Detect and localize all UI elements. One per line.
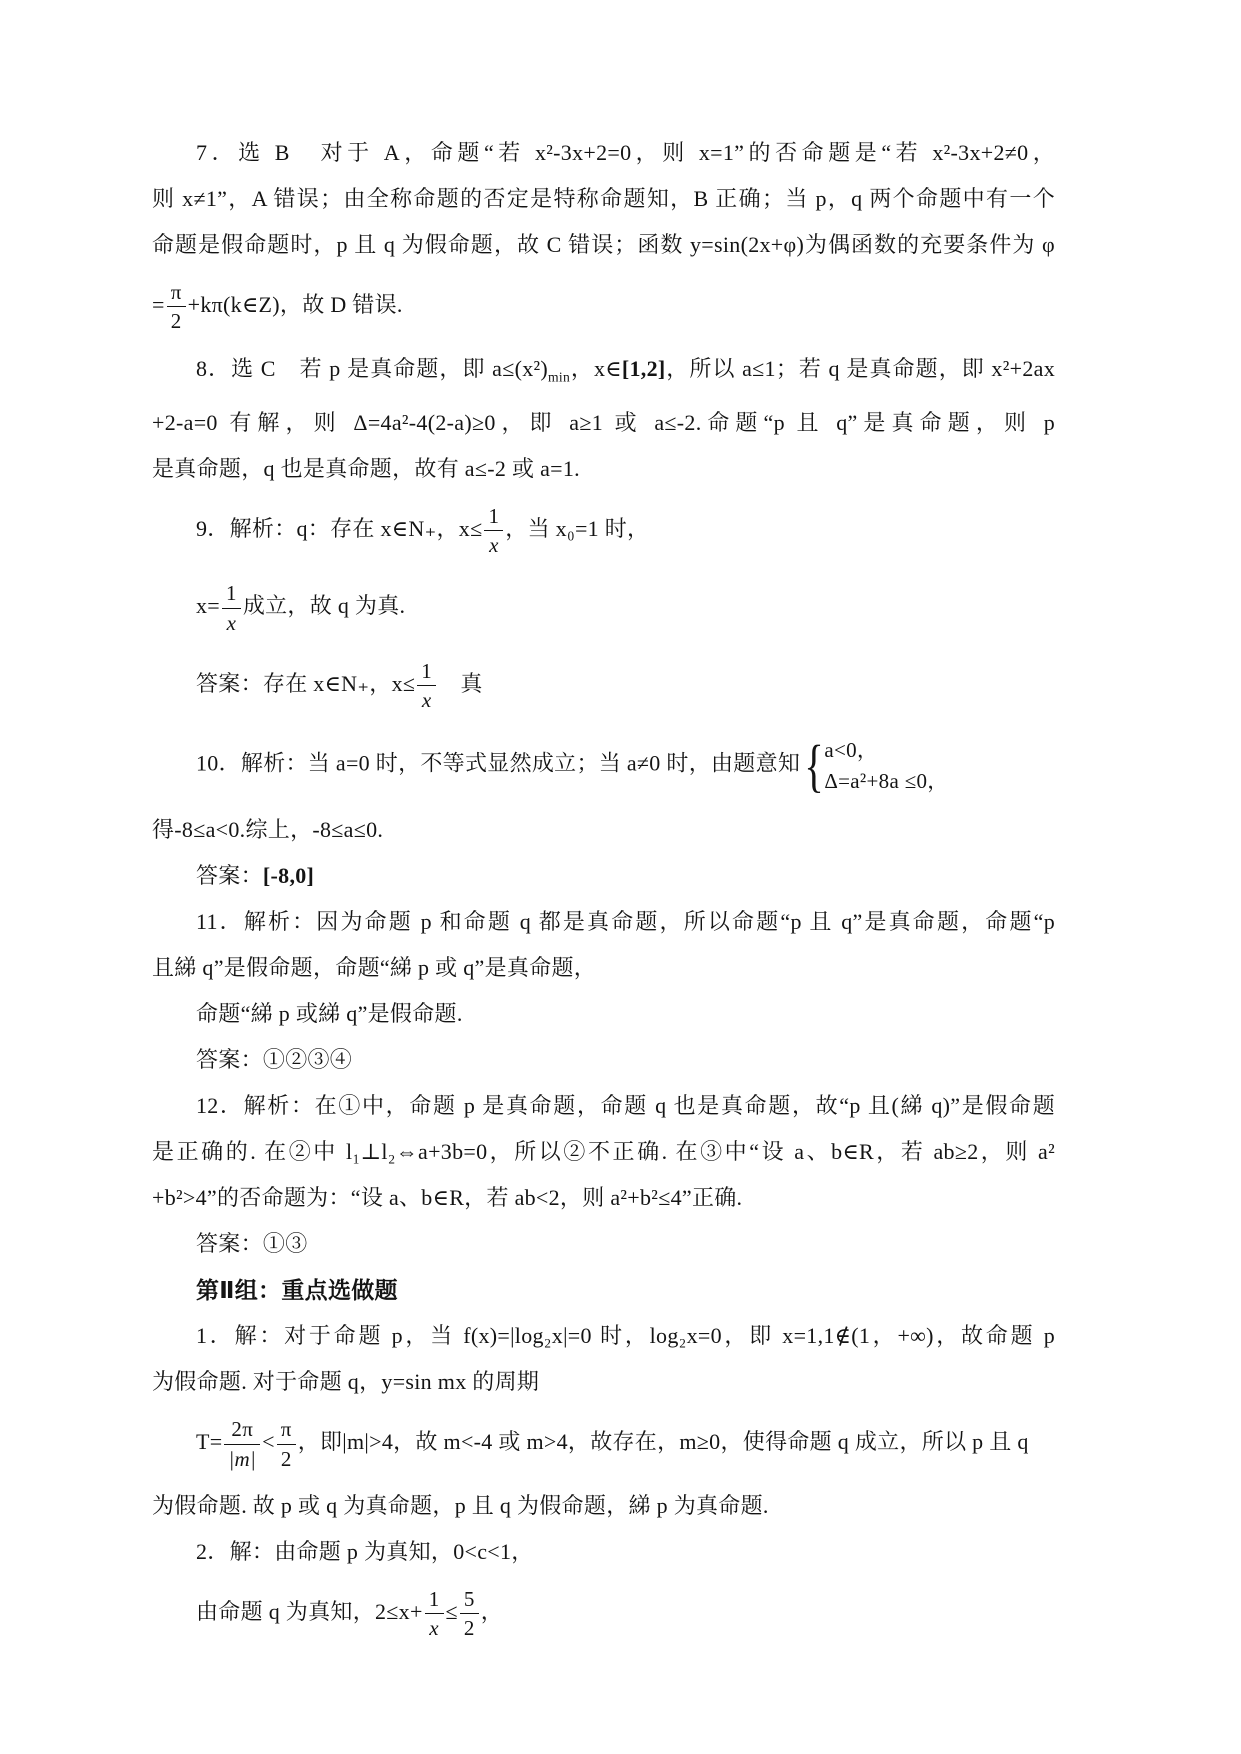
q9-solution-line-1 — [152, 492, 1055, 570]
q12-solution-line-3: +b²>4”的否命题为：“设 a、b∈R，若 ab<2，则 a²+b²≤4”正确. — [152, 1185, 743, 1211]
group2-q1-solution-line-4: 为假命题. 故 p 或 q 为真命题，p 且 q 为假命题，綈 p 为真命题. — [152, 1492, 769, 1518]
fraction-denominator: x — [429, 1616, 439, 1641]
q11-solution-line-2: 且綈 q”是假命题，命题“綈 p 或 q”是真命题， — [152, 955, 597, 981]
fraction-numerator: 5 — [460, 1586, 479, 1614]
fraction-pi-over-2 — [165, 279, 188, 335]
q11-answer-line: 答案：①②③④ — [196, 1047, 353, 1073]
math-text: +kπ(k∈Z)，故 D 错误. — [187, 291, 403, 317]
fraction-1-over-x — [415, 658, 438, 714]
math-text: < — [262, 1429, 275, 1455]
fraction-denominator: x — [489, 533, 499, 558]
math-text: 9．解析：q：存在 x∈N₊，x≤ — [196, 515, 483, 541]
fraction-numerator: π — [167, 279, 186, 307]
q8-solution-line-2: +2-a=0 有解，则 Δ=4a²-4(2-a)≥0，即 a≥1 或 a≤-2.命题“p 且 q”是真命题，则 p — [152, 409, 1055, 435]
group2-q1-solution-line-1: 1．解：对于命题 p，当 f(x)=|log₂x|=0 时，log₂x=0，即 x=1,1∉(1，+∞)，故命题 p — [196, 1323, 1055, 1349]
q10-answer-line — [152, 853, 1055, 899]
q12-solution-line-1: 12．解析：在①中，命题 p 是真命题，命题 q 也是真命题，故“p 且(綈 q)”是假命题 — [196, 1093, 1055, 1119]
group2-q2-solution-line-1: 2．解：由命题 p 为真知，0<c<1， — [196, 1538, 534, 1564]
math-text: 10．解析：当 a=0 时，不等式显然成立；当 a≠0 时，由题意知 — [196, 750, 801, 776]
q12-solution-line-2: 是正确的. 在②中 l₁⊥l₂⇔a+3b=0，所以②不正确. 在③中“设 a、b∈R，若 ab≥2，则 a² — [152, 1139, 1055, 1165]
left-brace: { — [804, 732, 825, 798]
math-text: ，当 x₀=1 时， — [505, 515, 650, 541]
fraction-denominator: x — [226, 610, 237, 635]
fraction-pi-over-2 — [275, 1416, 298, 1472]
fraction-numerator: π — [277, 1416, 296, 1444]
fraction-denominator: 2 — [463, 1616, 475, 1641]
section-header-group-2: 第Ⅱ组：重点选做题 — [196, 1277, 398, 1304]
fraction-1-over-x — [482, 503, 505, 559]
q7-solution-line-4 — [152, 268, 1055, 346]
math-text: 由命题 q 为真知，2≤x+ — [196, 1598, 423, 1624]
q11-solution-line-1: 11．解析：因为命题 p 和命题 q 都是真命题，所以命题“p 且 q”是真命题，命题“p — [196, 909, 1055, 935]
fraction-denominator: 2 — [170, 309, 182, 334]
fraction-denominator: 2 — [280, 1446, 292, 1471]
case-row-1: a<0， — [824, 738, 879, 763]
q9-solution-line-2 — [152, 569, 1055, 647]
q10-solution-line-1 — [152, 724, 1055, 807]
group2-q1-solution-line-2: 为假命题. 对于命题 q，y=sin mx 的周期 — [152, 1369, 540, 1395]
answer-text: 真 — [438, 670, 483, 696]
q7-solution-line-3: 命题是假命题时，p 且 q 为假命题，故 C 错误；函数 y=sin(2x+φ)为偶函数的充要条件为 φ — [152, 232, 1055, 257]
math-text: T= — [196, 1429, 223, 1455]
q10-solution-line-2: 得-8≤a<0.综上，-8≤a≤0. — [152, 817, 384, 843]
q8-solution-line-3: 是真命题，q 也是真命题，故有 a≤-2 或 a=1. — [152, 455, 580, 481]
math-text: ， — [480, 1598, 503, 1624]
math-text: ≤ — [445, 1598, 458, 1624]
fraction-1-over-x — [220, 580, 243, 636]
q9-answer-line — [152, 647, 1055, 725]
math-text: 8．选 C 若 p 是真命题，即 a≤(x²) — [196, 355, 549, 381]
fraction-1-over-x — [423, 1586, 446, 1642]
q12-answer-line: 答案：①③ — [196, 1231, 308, 1257]
answer-label: 答案： — [196, 863, 263, 889]
math-text: ，所以 a≤1；若 q 是真命题，即 x²+2ax — [665, 355, 1055, 381]
math-text: ，x∈ — [570, 355, 622, 381]
math-text: x= — [196, 593, 221, 619]
fraction-denominator: |m| — [228, 1446, 257, 1471]
group2-q2-solution-line-2 — [152, 1575, 1055, 1653]
math-text: = — [152, 291, 165, 317]
answer-text: 答案：存在 x∈N₊，x≤ — [196, 670, 416, 696]
fraction-numerator: 1 — [425, 1586, 444, 1614]
fraction-numerator: 1 — [222, 580, 241, 608]
fraction-numerator: 1 — [484, 503, 503, 531]
case-row-2: Δ=a²+8a ≤0， — [824, 768, 949, 793]
fraction-5-over-2 — [458, 1586, 481, 1642]
cases-rows — [824, 735, 948, 796]
math-text: 成立，故 q 为真. — [242, 593, 406, 619]
answer-interval: [-8,0] — [262, 863, 315, 889]
fraction-2pi-over-abs-m — [222, 1416, 262, 1472]
q8-solution-line-1 — [152, 346, 1055, 400]
math-text: ，即|m|>4，故 m<-4 或 m>4，故存在，m≥0，使得命题 q 成立，所以 p 且 q — [297, 1429, 1029, 1455]
group2-q1-solution-line-3 — [152, 1405, 1055, 1483]
fraction-numerator: 2π — [224, 1416, 260, 1444]
fraction-denominator: x — [421, 688, 432, 713]
q7-solution-line-2: 则 x≠1”，A 错误；由全称命题的否定是特称命题知，B 正确；当 p，q 两个命题中有一个 — [152, 186, 1055, 211]
q7-solution-line-1: 7．选 B 对于 A，命题“若 x²-3x+2=0，则 x=1”的否命题是“若 x²-3x+2≠0， — [196, 140, 1055, 165]
system-of-inequalities — [800, 732, 949, 798]
interval-1-2: [1,2] — [621, 355, 666, 381]
subscript-min: min — [548, 368, 571, 384]
fraction-numerator: 1 — [417, 658, 436, 686]
q11-solution-line-3: 命题“綈 p 或綈 q”是假命题. — [196, 1001, 463, 1027]
